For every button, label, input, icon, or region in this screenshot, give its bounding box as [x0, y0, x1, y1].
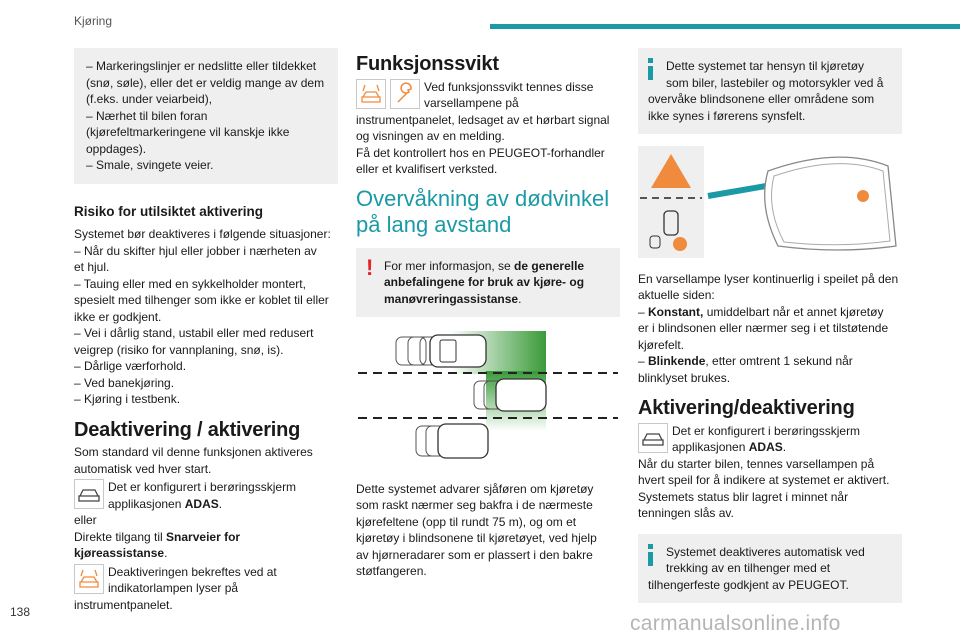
info-text: Dette systemet tar hensyn til kjøretøy [666, 59, 865, 73]
malfunction-text: eller et kvalifisert verksted. [356, 162, 498, 176]
lane-warning-icon [356, 79, 386, 109]
activation-heading: Aktivering/deaktivering [638, 397, 855, 419]
lamp-text: – Konstant, umiddelbart når et annet kjøretøy [638, 304, 884, 319]
warning-exclamation-icon: ! [366, 254, 374, 280]
description-line: som raskt nærmer seg bakfra i de nærmeste [356, 498, 593, 512]
info-text: som biler, lastebiler og motorsykler ved å [666, 75, 884, 90]
activation-row [638, 423, 902, 456]
malfunction-heading: Funksjonssvikt [356, 53, 499, 75]
risk-line: ikke er godkjent. [74, 309, 162, 324]
box-line: – Nærhet til bilen foran [86, 108, 208, 123]
activation-text: hvert speil for å indikere at systemet er aktivert. [638, 473, 890, 487]
activation-text: Når du starter bilen, tennes varsellampen på [638, 456, 875, 471]
info-text: Systemet deaktiveres automatisk ved [666, 544, 865, 559]
activation-text: Det er konfigurert i berøringsskjerm [672, 423, 861, 438]
conditions-box [74, 48, 338, 184]
mirror-illustration [638, 146, 902, 263]
risk-line: Systemet bør deaktiveres i følgende situasjoner: [74, 227, 331, 241]
warning-box [356, 248, 620, 318]
risk-line: – Ved banekjøring. [74, 375, 175, 390]
info-text: overvåke blindsonene eller områdene som [648, 92, 875, 106]
risk-line: – Dårlige værforhold. [74, 359, 187, 373]
malfunction-text: instrumentpanelet, ledsaget av et hørbart signal [356, 112, 610, 127]
box-line: (f.eks. under veiarbeid), [86, 92, 213, 106]
risk-heading: Risiko for utilsiktet aktivering [74, 203, 264, 219]
warning-text: manøvreringassistanse. [384, 291, 522, 306]
wrench-icon [390, 79, 420, 109]
header-accent-bar [490, 24, 960, 29]
touchscreen-row [74, 479, 338, 512]
blind-spot-title: Overvåkning av dødvinkel på lang avstand [356, 185, 610, 237]
column-middle [356, 48, 620, 580]
malfunction-text: Ved funksjonssvikt tennes disse [424, 79, 594, 94]
malfunction-text: og visningen av en melding. [356, 129, 505, 143]
column-right [638, 48, 902, 603]
car-adas-icon [74, 479, 104, 509]
info-icon [648, 58, 653, 80]
box-line: oppdages). [86, 141, 147, 156]
watermark: carmanualsonline.info [630, 612, 841, 635]
description-line: Dette systemet advarer sjåføren om kjøretøy [356, 481, 594, 496]
lamp-text: – Blinkende, etter omtrent 1 sekund når [638, 354, 853, 368]
risk-line: – Når du skifter hjul eller jobber i nærheten av [74, 243, 317, 258]
trailer-info-box [638, 534, 902, 604]
activation-text: Systemets status blir lagret i minnet når [638, 489, 849, 504]
lamp-text: kjørefelt. [638, 337, 685, 352]
risk-line: – Kjøring i testbenk. [74, 392, 181, 406]
box-line: – Smale, svingete veier. [86, 158, 214, 172]
risk-line: – Tauing eller med en sykkelholder montert, [74, 276, 306, 291]
warning-text: For mer informasjon, se de generelle [384, 258, 585, 273]
risk-line: spesielt med tilhenger som ikke er koblet til eller [74, 293, 329, 307]
lamp-text: En varsellampe lyser kontinuerlig i speilet på den [638, 271, 899, 286]
touch-text: Det er konfigurert i berøringsskjerm [108, 480, 297, 494]
blind-spot-illustration [356, 329, 620, 469]
car-adas-icon [638, 423, 668, 453]
deact-intro: automatisk ved hver start. [74, 461, 212, 476]
malfunction-text: Få det kontrollert hos en PEUGEOT-forhandler [356, 145, 605, 160]
deact-intro: Som standard vil denne funksjonen aktiveres [74, 445, 313, 459]
activation-text: tenningen slås av. [638, 506, 734, 520]
info-text: ikke synes i førerens synsfelt. [648, 108, 806, 123]
confirm-text: instrumentpanelet. [74, 597, 173, 612]
column-left [74, 48, 338, 613]
lamp-text: er i blindsonen eller nærmer seg i et tilstøtende [638, 321, 889, 335]
box-line: (snø, søle), eller det er veldig mange av dem [86, 75, 325, 90]
box-line: – Markeringslinjer er nedslitte eller tildekket [86, 59, 317, 73]
lamp-text: blinklyset brukes. [638, 370, 731, 385]
description-line: støtfangeren. [356, 564, 427, 578]
confirm-row [74, 564, 338, 597]
risk-line: – Vei i dårlig stand, ustabil eller med redusert [74, 326, 314, 340]
info-text: trekking av en tilhenger med et [666, 561, 831, 575]
lamp-text: aktuelle siden: [638, 288, 715, 302]
description-line: kjørefeltene (opp til rundt 75 m), og om et [356, 514, 577, 529]
direct-access-text: kjøreassistanse. [74, 546, 168, 560]
info-box [638, 48, 902, 134]
info-icon [648, 544, 653, 566]
description-line: av hjørneradarer som er plassert i den bakre [356, 547, 593, 562]
warning-text: anbefalingene for bruk av kjøre- og [384, 275, 585, 289]
or-text: eller [74, 513, 97, 527]
malfunction-text: varsellampene på [424, 96, 519, 110]
lane-warning-icon [74, 564, 104, 594]
risk-line: veigrep (risiko for vannplaning, snø, is). [74, 342, 284, 357]
direct-access-text: Direkte tilgang til Snarveier for [74, 529, 241, 544]
description-line: kjøretøy i blindsonene til kjøretøyet, ved hjelp [356, 531, 597, 545]
box-line: (kjørefeltmarkeringene vil kanskje ikke [86, 125, 290, 139]
malfunction-row [356, 79, 620, 112]
risk-line: et hjul. [74, 260, 110, 274]
touch-text: applikasjonen ADAS. [108, 496, 223, 511]
page-number: 138 [10, 605, 31, 619]
section-header: Kjøring [74, 14, 113, 28]
activation-text: applikasjonen ADAS. [672, 440, 787, 454]
confirm-text: indikatorlampen lyser på [108, 581, 239, 595]
info-text: tilhengerfeste godkjent av PEUGEOT. [648, 577, 849, 592]
confirm-text: Deaktiveringen bekreftes ved at [108, 564, 277, 579]
deactivation-heading: Deaktivering / aktivering [74, 418, 301, 441]
